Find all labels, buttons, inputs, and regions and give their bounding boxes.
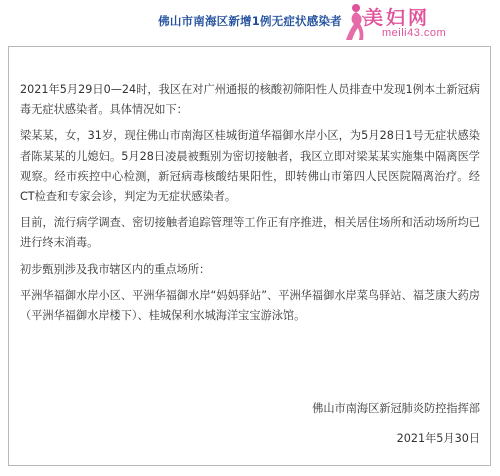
paragraph-case: 梁某某，女，31岁，现住佛山市南海区桂城街道华福御水岸小区，为5月28日1号无症状感染者陈某某的儿媳妇。5月28日凌晨被甄别为密切接触者，我区立即对梁某某实施集中隔离医学观察。经市疾控中心检测，新冠病毒核酸结果阳性，即转佛山市第四人民医院隔离治疗。经CT检查和专家会诊，判定为无症状感染者。 bbox=[20, 129, 480, 204]
issuer: 佛山市南海区新冠肺炎防控指挥部 bbox=[312, 402, 480, 415]
signature-block bbox=[312, 399, 480, 449]
paragraph-intro: 2021年5月29日0—24时，我区在对广州通报的核酸初筛阳性人员排查中发现1例本土新冠病毒无症状感染者。具体情况如下： bbox=[20, 83, 480, 117]
site-logo[interactable] bbox=[338, 2, 498, 42]
page-title: 佛山市南海区新增1例无症状感染者 bbox=[158, 14, 342, 28]
article-body bbox=[20, 80, 480, 332]
paragraph-places-heading: 初步甄别涉及我市辖区内的重点场所： bbox=[20, 262, 211, 276]
logo-name: 美妇网 bbox=[364, 7, 431, 29]
paragraph-progress: 目前，流行病学调查、密切接触者追踪管理等工作正有序推进，相关居住场所和活动场所均已进行终末消毒。 bbox=[20, 216, 480, 250]
issue-date: 2021年5月30日 bbox=[396, 432, 480, 445]
paragraph-places: 平洲华福御水岸小区、平洲华福御水岸“妈妈驿站”、平洲华福御水岸菜鸟驿站、福芝康大药房（平洲华福御水岸楼下）、桂城保利水城海洋宝宝游泳馆。 bbox=[20, 288, 480, 323]
logo-url: meili43.com bbox=[382, 27, 447, 39]
